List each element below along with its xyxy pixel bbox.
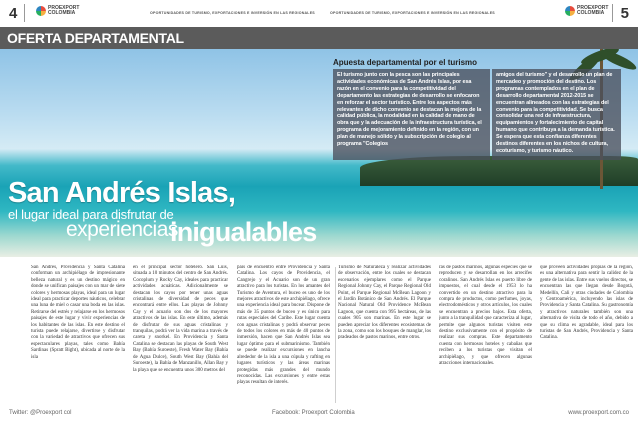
logo-text-1: PROEXPORT [48, 5, 80, 11]
logo-icon [36, 6, 46, 16]
logo-text-2: COLOMBIA [48, 10, 76, 16]
body-column: Turismo de Naturaleza y realizar actividades de observación, entre los cuales se destacan escenarios ejemplares como el Parque Regional Johnny Cay, el Parque Regional Old Point, el Parque Regional McBean Lagoon y el Jardín Botánico de San Andrés. El Parque Nacional Natural Old Providence McBean Lagoon, que cuenta con 995 hectáreas, de las cuales 905 son marinas. En este lugar se pueden apreciar los diferentes ecosistemas de la zona, como son los bosques de manglar, los pradeados de pastos marinos, entre otros. [338, 265, 431, 341]
body-column: en el principal sector hotelero. San Luis, situada a 10 minutos del centro de San Andrés. Cocoplum y Rocky Cay, ideales para practicar actividades acuáticas. Adicionalmente se destacan los cayos por tener unas aguas cristalinas de diversidad de peces que encontrará entre ellos. Las playas de Johnny Cay y el acuario son dos de los mayores atractivos de las islas. En este último, además de disfrutar de sus aguas cristalinas y tranquilas, podrá ver la vida marina a través de careta y snorkel. En Providencia y Santa Catalina se destacan las playas de South West Bay (Bahía Suroeste), Fresh Water Bay (Bahía de Agua Dulce), South West Bay (Bahía del Suroeste), la Bahía de Manzanillo, Allan Bay y la playa que se encuentra unos 300 metros del [133, 265, 228, 373]
body-column: San Andrés, Providencia y Santa Catalina conforman un archipiélago de impresionante belleza natural y es un destino mágico en donde se unifican paisajes con un mar de siete colores y hermosas playas, ideal para un lugar ideal para practicar deportes náuticos, celebrar una luna de miel o casar una boda en las islas. Retirarse del estrés y relajarse en los hermosos paisajes de este lugar y vivir experiencias de los habitantes de las islas. En este destino el turista puede relajarse, divertirse y disfrutar con la variedad de atractivos que ofrecen sus espectaculares playas, tales como Bahía Sardinas (Spratt Bight), ubicada al norte de la isla [31, 265, 125, 360]
tagline-left: OPORTUNIDADES DE TURISMO, EXPORTACIONES E INVERSIÓN EN LAS REGIONALES [150, 11, 315, 15]
footer-website: www.proexport.com.co [568, 410, 629, 416]
body-column: que proveen actividades propias de la región, es una alternativa para sentir la calidez de la gente de las islas. Entre sus vuelos directos, se encuentran las que llegan desde Bogotá, Medellín, Cali y otras ciudades de Colombia y Centroamérica, incluyendo las islas de Providencia y Santa Catalina. Su gastronomía y atractivos naturales también son una alternativa de visita de todo el año, debido a que su clima es agradable, ideal para los turistas de San Andrés, Providencia y Santa Catalina. [540, 265, 633, 341]
footer-twitter: Twitter: @Proexport col [9, 410, 72, 416]
page-number-right: 5 [620, 5, 629, 22]
sidebar-heading: Apuesta departamental por el turismo [333, 58, 478, 67]
logo-left [36, 6, 79, 16]
sidebar-panel-1: El turismo junto con la pesca son las principales actividades económicas de San Andrés Islas, por esa razón en el convenio para la competitividad del departamento las estrategias de desarrollo se enfocaron en reforzar el sector turístico. Entre los aspectos más relevantes de dicho convenio se destacan la mejora de la calidad pública, la modalidad en la calidad de mano de obra que y la adecuación de la infraestructura turística, el programa de mejoramiento definido en la región, con un plan de manejo sólido y la subscripción de colegio al programa "Colegios [333, 69, 490, 160]
page-footer [0, 406, 638, 425]
hero-title: San Andrés Islas, [8, 177, 236, 209]
hero-subtitle: el lugar ideal para disfrutar de [8, 207, 174, 222]
body-column: país de encuentro entre Providencia y Santa Catalina. Los cayos de Providencia, el Cangrejo y el Acuario son de un gran atractivo para los turistas. En los amantes del Turismo de Aventura, el buceo es uno de los mejores atractivos de este archipiélago, ofrece una experiencia ideal para bucear. Dispone de más de 35 puntos de buceo y es único para rutas especiales del Caribe. Este lugar cuenta con aguas cristalinas y podrá observar peces de todos los colores en más de 40 puntos de inmersión, hacen que San Andrés Islas sea lugar óptimo para el submarinismo. También se puede realizar excursiones en lancha alrededor de la isla a una cúpula y rafting en lugares turísticos y las áreas marinas protegidas más grandes del mundo reconocidas. Las excursiones y entre estas playas resultan de interés. [237, 265, 330, 386]
page-number-left: 4 [9, 5, 18, 22]
body-column: ras de pastos marinos, algunas especies que se reproducen y se desarrollan en los arrecifes coralinos. San Andrés Islas es puerto libre de impuestos, el cual desde el 1953 lo ha convertido en un destino atractivo para la compra de productos, como perfumes, joyas, electrodomésticos y otros artículos, los cuales se encuentran a precios bajos. Esta oferta, junto a la tranquilidad que caracteriza al lugar, permite que algunos turistas visiten este destino exclusivamente con el propósito de realizar sus compras. Este departamento cuenta con hermosos hoteles y cabañas que reciben a los turistas que visitan el archipiélago, y que ofrecen algunas atracciones internacionales. [439, 265, 532, 367]
section-title: OFERTA DEPARTAMENTAL [7, 30, 184, 46]
column-divider [335, 267, 336, 403]
body-columns [0, 265, 638, 410]
sidebar-panel-2: amigos del turismo" y el desarrollo un plan de mercadeo y promoción del destino. Los programas contemplados en el plan de desarrollo departamental 2012-2015 se encuentran alineados con las estrategias del convenio para la competitividad. Se busca consolidar una red de infraestructura, equipamientos y fortalecimiento de capital humano que contribuya a la demanda turística. Se espera que esta confianza diferentes destinos diferentes en los nichos de cultura, ecoturismo, y turismo náutico. [492, 69, 621, 160]
island-image [360, 156, 638, 186]
logo-text-1: PROEXPORT [577, 5, 609, 11]
logo-right [565, 6, 608, 16]
tagline-right: OPORTUNIDADES DE TURISMO, EXPORTACIONES E INVERSIÓN EN LAS REGIONALES [330, 11, 495, 15]
section-bar [0, 27, 638, 49]
page-header [0, 0, 638, 26]
divider [612, 4, 613, 22]
footer-facebook: Facebook: Proexport Colombia [272, 410, 355, 416]
hero-subtitle-emphasis: inigualables [170, 217, 317, 247]
logo-icon [565, 6, 575, 16]
logo-text-2: COLOMBIA [577, 10, 605, 16]
divider [24, 4, 25, 22]
hero-subtitle-word: experiencias [66, 218, 178, 241]
